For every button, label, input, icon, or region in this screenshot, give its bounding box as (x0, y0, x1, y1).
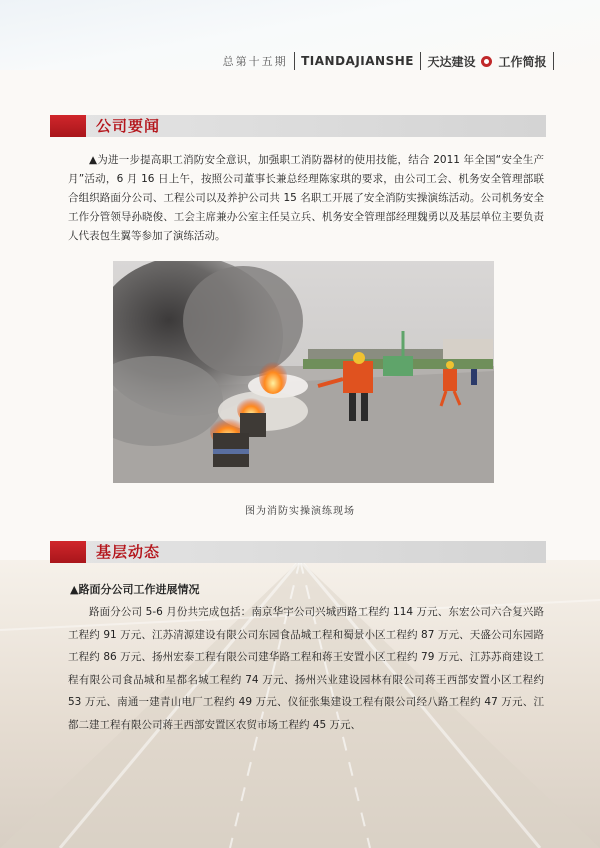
progress-paragraph: 路面分公司 5-6 月份共完成包括：南京华宇公司兴城西路工程约 114 万元、东宏公司六合复兴路工程约 91 万元、江苏清源建设有限公司东园食品城工程和蜀景小区工程约 87 万元、天盛公司东园路工程约 86 万元、扬州宏泰工程有限公司建华路工程和蒋王安置小区工程约 79 万元、江苏苏商建设工程有限公司食品城和星都名城工程约 74 万元、扬州兴业建设园林有限公司蒋王西部安置小区工程约 53 万元、南通一建青山电厂工程约 49 万元、仪征张集建设工程有限公司经八路工程约 47 万元、江都二建工程有限公司蒋王西部安置区农贸市场工程约 45 万元、 (68, 606, 544, 731)
section-heading-grassroots (50, 541, 546, 563)
brand-name-en: TIANDAJIANSHE (301, 54, 414, 68)
section-red-tab (50, 541, 86, 563)
fire-drill-scene (113, 261, 494, 483)
brand-name-cn: 天达建设 (427, 54, 476, 69)
fire-drill-photo (113, 261, 494, 483)
header-divider (294, 52, 296, 70)
header-divider (420, 52, 422, 70)
issue-number: 总第十五期 (222, 55, 288, 68)
news-paragraph: ▲为进一步提高职工消防安全意识，加强职工消防器材的使用技能，结合 2011 年全国“安全生产月”活动，6 月 16 日上午，按照公司董事长兼总经理陈家琪的要求，由公司工会、机务安全管理部联合组织路面分公司、工程公司以及养护公司共 15 名职工开展了安全消防实操演练活动。公司机务安全工作分管领导孙晓俊、工会主席兼办公室主任吴立兵、机务安全管理部经理魏勇以及基层单位主要负责人代表包生翼等参加了演练活动。 (68, 154, 544, 242)
company-logo-icon (481, 56, 492, 67)
page-header (223, 50, 554, 72)
section-title: 公司要闻 (96, 117, 161, 135)
section-title: 基层动态 (96, 543, 161, 561)
header-divider (553, 52, 555, 70)
photo-caption: 图为消防实操演练现场 (245, 506, 355, 517)
section-heading-news (50, 115, 546, 137)
subsection-heading: ▲路面分公司工作进展情况 (70, 583, 200, 596)
journal-title: 工作简报 (498, 54, 547, 69)
section-red-tab (50, 115, 86, 137)
